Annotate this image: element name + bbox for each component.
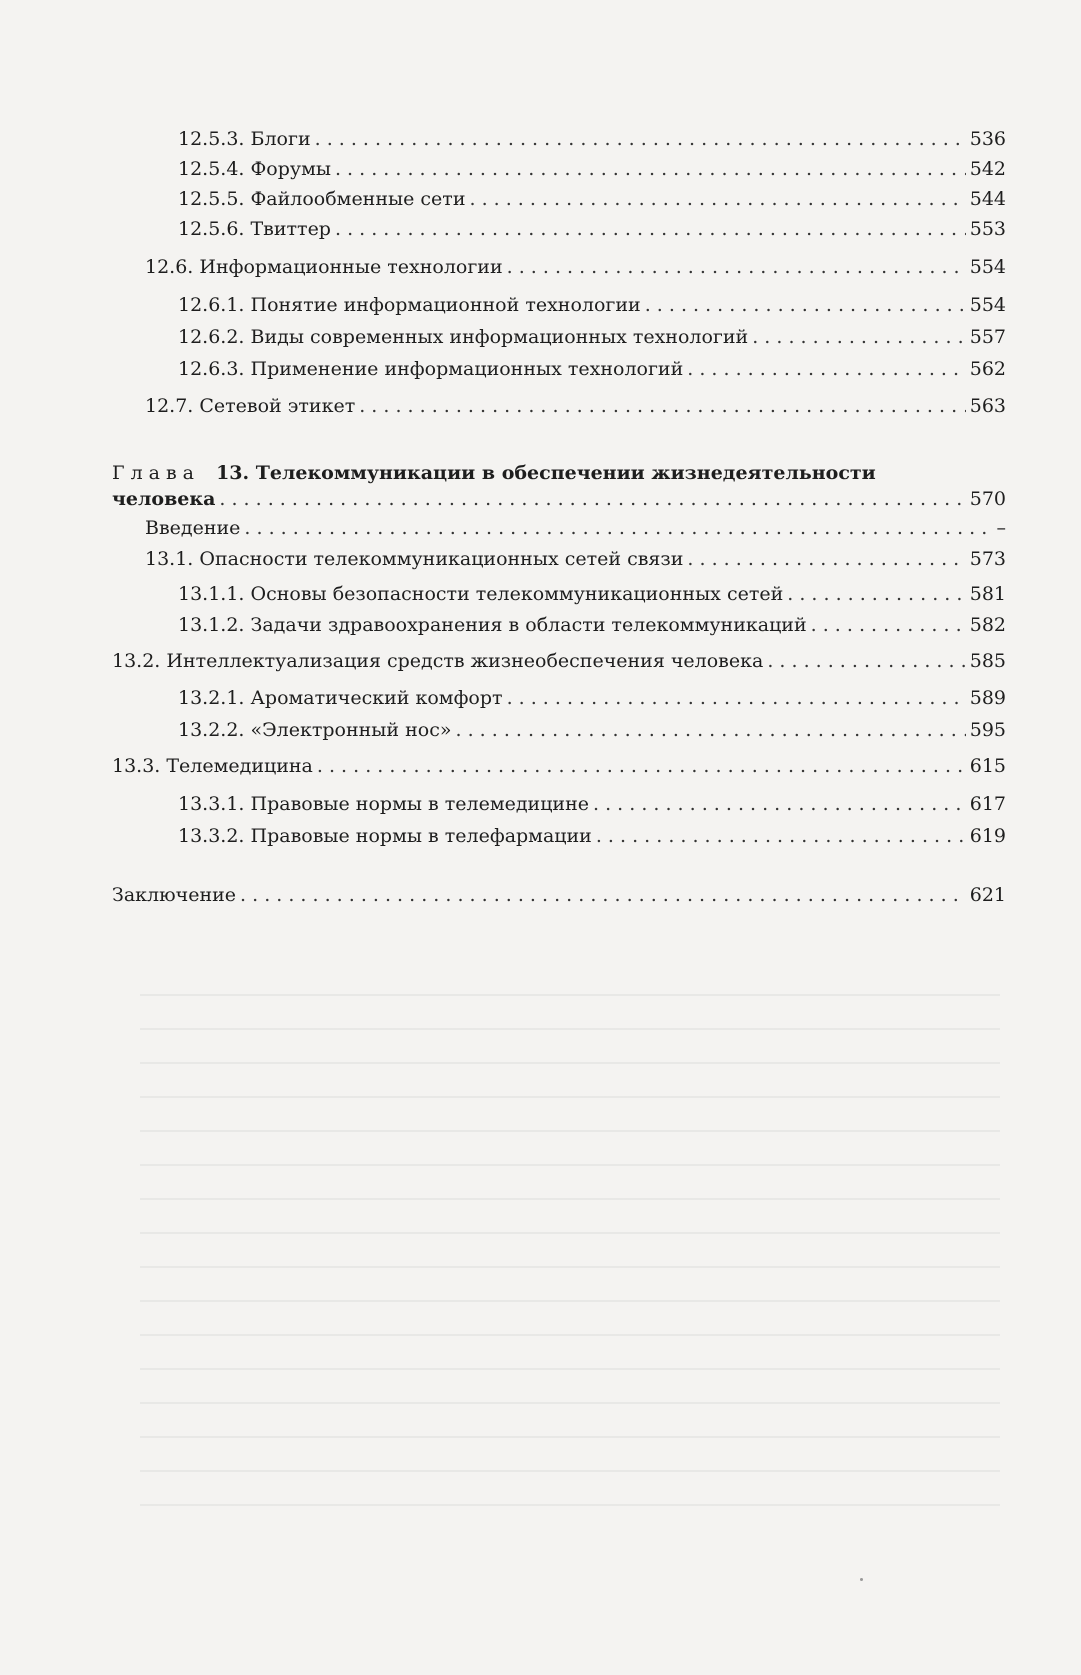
toc-entry[interactable]: [178, 214, 1006, 244]
toc-entry-page: 544: [969, 188, 1006, 210]
toc-entry[interactable]: [178, 789, 1006, 819]
toc-leader-dots: [787, 579, 965, 609]
toc-entry-page: 562: [969, 358, 1006, 380]
toc-entry-title: 13.1.2. Задачи здравоохранения в области телекоммуникаций: [178, 614, 807, 636]
toc-entry-title: 13.3.2. Правовые нормы в телефармации: [178, 825, 592, 847]
toc-leader-dots: [593, 789, 966, 819]
toc-entry-page: 595: [969, 719, 1006, 741]
toc-entry-title: 12.6.3. Применение информационных технологий: [178, 358, 684, 380]
toc-entry[interactable]: [178, 154, 1006, 184]
chapter-title: 13. Телекоммуникации в обеспечении жизнедеятельности: [216, 462, 876, 484]
toc-entry-title: Введение: [145, 517, 241, 539]
toc-entry-title: 12.5.6. Твиттер: [178, 218, 331, 240]
toc-entry[interactable]: [178, 610, 1006, 640]
toc-entry-page: 573: [969, 548, 1006, 570]
toc-entry-title: 12.5.3. Блоги: [178, 128, 311, 150]
toc-leader-dots: [645, 290, 966, 320]
toc-entry[interactable]: [112, 646, 1006, 676]
toc-entry-page: 582: [969, 614, 1006, 636]
toc-leader-dots: [315, 124, 966, 154]
toc-entry-title: 13.1. Опасности телекоммуникационных сетей связи: [145, 548, 684, 570]
toc-leader-dots: [507, 252, 966, 282]
toc-entry[interactable]: [178, 354, 1006, 384]
paper-speck: [860, 1578, 863, 1581]
toc-entry-page: –: [996, 517, 1006, 539]
toc-entry-title: 12.5.4. Форумы: [178, 158, 331, 180]
toc-leader-dots: [456, 715, 966, 745]
toc-entry-page: 554: [969, 256, 1006, 278]
toc-entry[interactable]: [178, 124, 1006, 154]
toc-leader-dots: [219, 484, 965, 514]
toc-leader-dots: [359, 391, 966, 421]
toc-entry-page: 557: [969, 326, 1006, 348]
toc-entry-title: 12.6.1. Понятие информационной технологии: [178, 294, 641, 316]
toc-leader-dots: [469, 184, 965, 214]
toc-entry-page: 563: [969, 395, 1006, 417]
toc-leader-dots: [767, 646, 965, 676]
toc-entry[interactable]: [178, 715, 1006, 745]
toc-leader-dots: [507, 683, 966, 713]
toc-leader-dots: [687, 354, 965, 384]
toc-entry[interactable]: [145, 544, 1006, 574]
toc-entry[interactable]: [178, 290, 1006, 320]
toc-leader-dots: [244, 513, 992, 543]
toc-entry-title: 12.5.5. Файлообменные сети: [178, 188, 466, 210]
toc-entry-page: 589: [969, 687, 1006, 709]
toc-entry[interactable]: [178, 821, 1006, 851]
toc-entry-page: 542: [969, 158, 1006, 180]
chapter-heading-line2[interactable]: [112, 484, 1006, 514]
chapter-title-continued: человека: [112, 488, 216, 510]
toc-entry-title: 12.7. Сетевой этикет: [145, 395, 356, 417]
toc-leader-dots: [240, 880, 966, 910]
toc-leader-dots: [335, 214, 966, 244]
toc-entry[interactable]: [145, 252, 1006, 282]
toc-entry-page: 615: [969, 755, 1006, 777]
toc-leader-dots: [687, 544, 965, 574]
toc-entry-title: 13.3. Телемедицина: [112, 755, 313, 777]
toc-entry-title: 13.2.1. Ароматический комфорт: [178, 687, 503, 709]
toc-entry-page: 585: [969, 650, 1006, 672]
toc-leader-dots: [811, 610, 966, 640]
bleed-through-text: [140, 970, 1000, 1530]
chapter-label: Глава: [112, 462, 201, 484]
toc-entry-title: 13.2. Интеллектуализация средств жизнеобеспечения человека: [112, 650, 764, 672]
toc-entry[interactable]: [178, 184, 1006, 214]
toc-entry-page: 619: [969, 825, 1006, 847]
toc-entry-title: 12.6. Информационные технологии: [145, 256, 503, 278]
toc-entry-page: 617: [969, 793, 1006, 815]
toc-leader-dots: [752, 322, 966, 352]
toc-entry-conclusion[interactable]: [112, 880, 1006, 910]
toc-leader-dots: [596, 821, 966, 851]
toc-entry-title: 13.2.2. «Электронный нос»: [178, 719, 452, 741]
toc-leader-dots: [335, 154, 966, 184]
toc-entry-page: 554: [969, 294, 1006, 316]
toc-entry-title: 12.6.2. Виды современных информационных технологий: [178, 326, 749, 348]
toc-entry[interactable]: [145, 391, 1006, 421]
toc-entry[interactable]: [178, 322, 1006, 352]
toc-entry-title: Заключение: [112, 884, 237, 906]
toc-entry-title: 13.3.1. Правовые нормы в телемедицине: [178, 793, 589, 815]
toc-leader-dots: [317, 751, 966, 781]
toc-entry-page: 581: [969, 583, 1006, 605]
toc-entry[interactable]: [112, 751, 1006, 781]
toc-entry-page: 621: [969, 884, 1006, 906]
toc-entry-page: 553: [969, 218, 1006, 240]
toc-entry[interactable]: [178, 579, 1006, 609]
toc-entry[interactable]: [145, 513, 1006, 543]
toc-entry[interactable]: [178, 683, 1006, 713]
toc-entry-page: 536: [969, 128, 1006, 150]
toc-entry-title: 13.1.1. Основы безопасности телекоммуникационных сетей: [178, 583, 784, 605]
toc-entry-page: 570: [969, 488, 1006, 510]
